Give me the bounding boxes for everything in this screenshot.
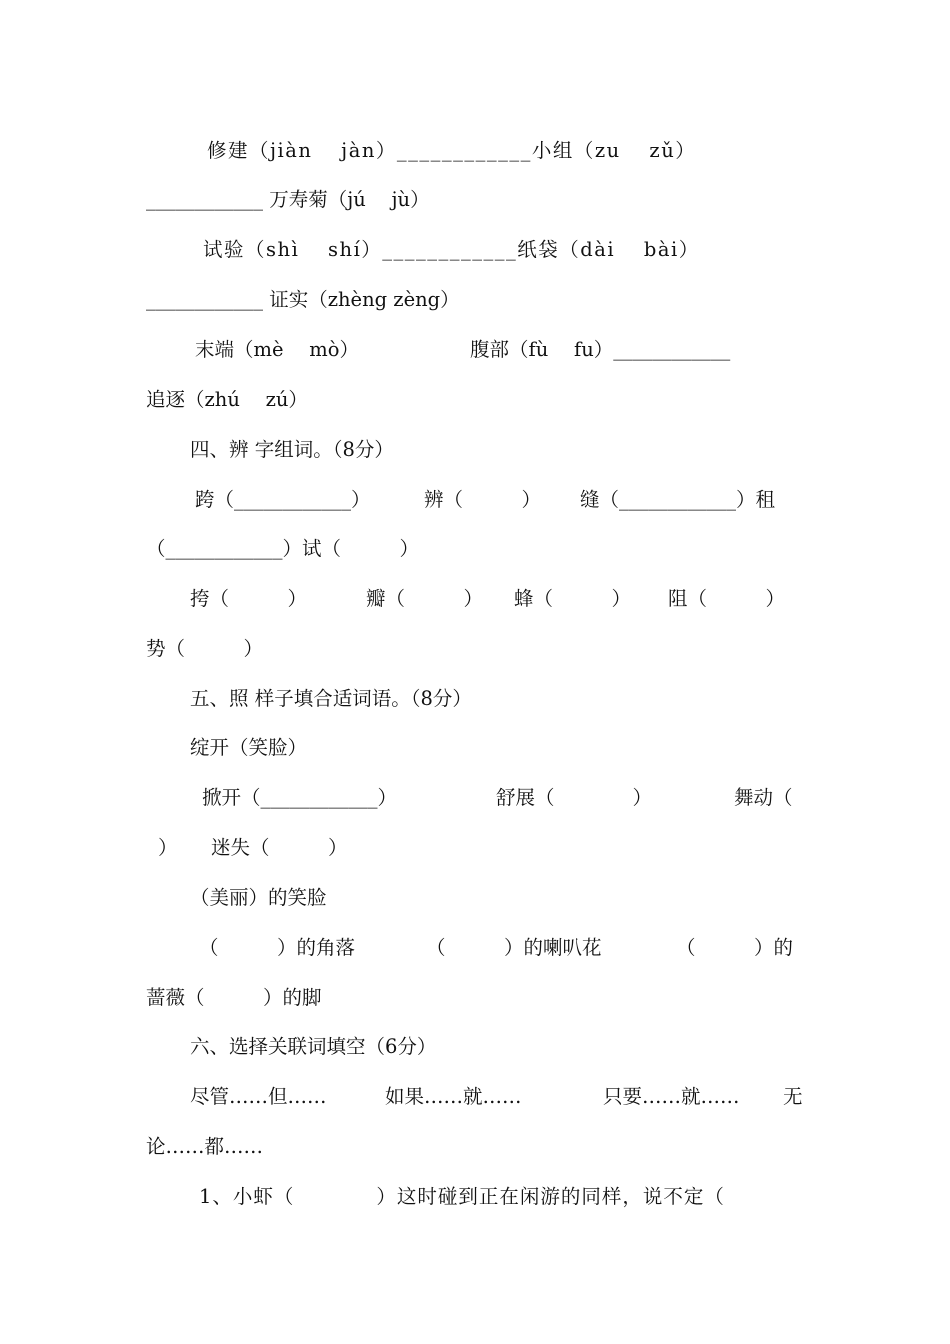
line-segment: 无 bbox=[783, 1085, 803, 1108]
section-heading bbox=[0, 433, 950, 467]
line-segment: （ ）的喇叭花 bbox=[426, 936, 602, 959]
text-line bbox=[0, 1080, 950, 1114]
line-segment: 四、辨 字组词。（8分） bbox=[190, 438, 394, 461]
line-segment: 舒展（ ） bbox=[496, 786, 653, 809]
text-line bbox=[0, 333, 950, 367]
line-segment: 绽开（笑脸） bbox=[190, 736, 308, 759]
line-segment: 修建（jiàn jàn）____________小组（zu zǔ） bbox=[207, 139, 697, 162]
text-line bbox=[0, 1130, 950, 1164]
text-line bbox=[0, 781, 950, 815]
line-segment: 1、小虾（ ）这时碰到正在闲游的同样，说不定（ bbox=[199, 1185, 725, 1208]
line-segment: （ ）的角落 bbox=[199, 936, 356, 959]
section-heading bbox=[0, 682, 950, 716]
text-line bbox=[0, 632, 950, 666]
line-segment: （美丽）的笑脸 bbox=[190, 886, 327, 909]
text-line bbox=[0, 931, 950, 965]
text-line bbox=[0, 134, 950, 168]
line-segment: 迷失（ ） bbox=[211, 836, 348, 859]
line-segment: 论……都…… bbox=[146, 1135, 264, 1158]
line-segment: （ ）的 bbox=[676, 936, 794, 959]
text-line bbox=[0, 582, 950, 616]
line-segment: 末端（mè mò） bbox=[195, 338, 359, 361]
text-line bbox=[0, 183, 950, 217]
line-segment: ____________ 万寿菊（jú jù） bbox=[146, 188, 430, 211]
line-segment: 五、照 样子填合适词语。（8分） bbox=[190, 687, 472, 710]
line-segment: 试验（shì shí）____________纸袋（dài bài） bbox=[203, 238, 700, 261]
line-segment: 舞动（ bbox=[734, 786, 793, 809]
line-segment: 如果……就…… bbox=[385, 1085, 522, 1108]
line-segment: 只要……就…… bbox=[603, 1085, 740, 1108]
text-line bbox=[0, 483, 950, 517]
text-line bbox=[0, 383, 950, 417]
question-line bbox=[0, 1180, 950, 1214]
line-segment: 势（ ） bbox=[146, 637, 264, 660]
line-segment: 腹部（fù fu）____________ bbox=[470, 338, 731, 361]
text-line bbox=[0, 831, 950, 865]
line-segment: （____________）试（ ） bbox=[146, 537, 420, 560]
line-segment: 缝（____________）租 bbox=[580, 488, 776, 511]
line-segment: ） bbox=[158, 836, 178, 859]
line-segment: 追逐（zhú zú） bbox=[146, 388, 308, 411]
text-line bbox=[0, 283, 950, 317]
line-segment: 蔷薇（ ）的脚 bbox=[146, 986, 322, 1009]
line-segment: 六、选择关联词填空（6分） bbox=[190, 1035, 437, 1058]
text-line bbox=[0, 881, 950, 915]
line-segment: 阻（ ） bbox=[668, 587, 786, 610]
text-line bbox=[0, 233, 950, 267]
line-segment: 挎（ ） bbox=[190, 587, 308, 610]
text-line bbox=[0, 731, 950, 765]
line-segment: 蜂（ ） bbox=[514, 587, 632, 610]
line-segment: 辨（ ） bbox=[424, 488, 542, 511]
text-line bbox=[0, 532, 950, 566]
line-segment: ____________ 证实（zhèng zèng） bbox=[146, 288, 460, 311]
line-segment: 尽管……但…… bbox=[190, 1085, 327, 1108]
line-segment: 瓣（ ） bbox=[366, 587, 484, 610]
line-segment: 掀开（____________） bbox=[202, 786, 398, 809]
text-line bbox=[0, 981, 950, 1015]
section-heading bbox=[0, 1030, 950, 1064]
line-segment: 跨（____________） bbox=[195, 488, 371, 511]
